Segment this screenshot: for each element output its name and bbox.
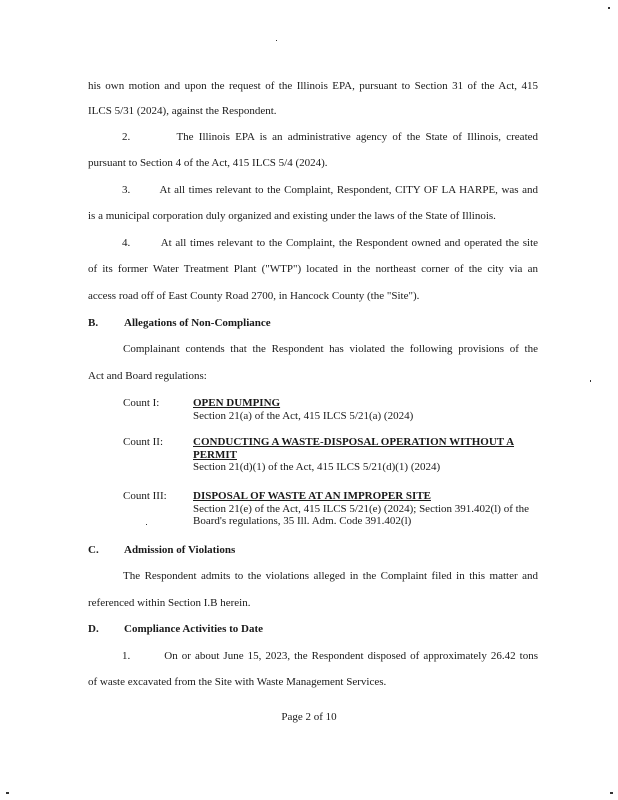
section-c-line-1: The Respondent admits to the violations alleged in the Complaint filed in this matter and <box>123 570 538 582</box>
count-1-body <box>193 397 540 422</box>
paragraph-continuation-line-2: ILCS 5/31 (2024), against the Respondent. <box>88 105 277 117</box>
count-3-citation: Section 21(e) of the Act, 415 ILCS 5/21(e) (2024); Section 391.402(l) of the Board's regulations, 35 Ill. Adm. Code 391.402(l) <box>193 502 530 527</box>
scan-speck <box>590 380 591 382</box>
count-1-label: Count I: <box>123 397 160 409</box>
paragraph-4-number: 4. <box>122 237 131 249</box>
paragraph-2-number: 2. <box>122 131 131 143</box>
scan-speck <box>608 7 610 9</box>
section-d-line-2: of waste excavated from the Site with Waste Management Services. <box>88 676 387 688</box>
paragraph-4-line-1 <box>88 237 538 250</box>
scan-speck <box>146 524 147 525</box>
section-d-heading <box>88 623 263 636</box>
paragraph-2-line-1 <box>88 131 538 144</box>
section-d-line-1 <box>88 650 538 663</box>
scan-speck <box>610 792 613 794</box>
section-b-letter: B. <box>88 317 99 329</box>
section-c-line-2: referenced within Section I.B herein. <box>88 597 251 609</box>
count-1-citation: Section 21(a) of the Act, 415 ILCS 5/21(a) (2024) <box>193 409 414 422</box>
count-2-title: CONDUCTING A WASTE-DISPOSAL OPERATION WITHOUT A PERMIT <box>193 436 515 461</box>
section-c-letter: C. <box>88 544 99 556</box>
paragraph-continuation-line-1: his own motion and upon the request of the Illinois EPA, pursuant to Section 31 of the Act, 415 <box>88 80 538 92</box>
section-c-title: Admission of Violations <box>124 544 236 556</box>
paragraph-4-line-3: access road off of East County Road 2700, in Hancock County (the "Site"). <box>88 290 420 302</box>
section-d-number: 1. <box>122 650 131 662</box>
section-d-letter: D. <box>88 623 99 635</box>
paragraph-3-text-1: At all times relevant to the Complaint, Respondent, CITY OF LA HARPE, was and <box>159 184 539 196</box>
count-2-body <box>193 436 540 474</box>
count-2-citation: Section 21(d)(1) of the Act, 415 ILCS 5/21(d)(1) (2024) <box>193 461 441 473</box>
count-1-title: OPEN DUMPING <box>193 397 281 409</box>
count-2-label: Count II: <box>123 436 164 448</box>
paragraph-2-line-2: pursuant to Section 4 of the Act, 415 ILCS 5/4 (2024). <box>88 157 328 169</box>
paragraph-3-line-1 <box>88 184 538 197</box>
section-c-heading <box>88 544 235 557</box>
section-b-line-2: Act and Board regulations: <box>88 370 207 382</box>
section-b-heading <box>88 317 271 330</box>
scan-speck <box>6 792 9 794</box>
page-number-footer: Page 2 of 10 <box>281 711 337 723</box>
paragraph-2-text-1: The Illinois EPA is an administrative agency of the State of Illinois, created <box>176 131 539 143</box>
paragraph-3-line-2: is a municipal corporation duly organized and existing under the laws of the State of Illinois. <box>88 210 496 222</box>
section-b-line-1: Complainant contends that the Respondent has violated the following provisions of the <box>123 343 538 355</box>
scan-speck <box>276 40 277 41</box>
section-d-text-1: On or about June 15, 2023, the Respondent disposed of approximately 26.42 tons <box>164 650 539 662</box>
paragraph-4-line-2: of its former Water Treatment Plant ("WTP") located in the northeast corner of the city via an <box>88 263 538 275</box>
paragraph-3-number: 3. <box>122 184 131 196</box>
paragraph-4-text-1: At all times relevant to the Complaint, the Respondent owned and operated the site <box>160 237 539 249</box>
count-3-label: Count III: <box>123 490 167 502</box>
count-3-body <box>193 490 540 528</box>
section-b-title: Allegations of Non-Compliance <box>124 317 271 329</box>
section-d-title: Compliance Activities to Date <box>124 623 263 635</box>
count-3-title: DISPOSAL OF WASTE AT AN IMPROPER SITE <box>193 490 431 502</box>
